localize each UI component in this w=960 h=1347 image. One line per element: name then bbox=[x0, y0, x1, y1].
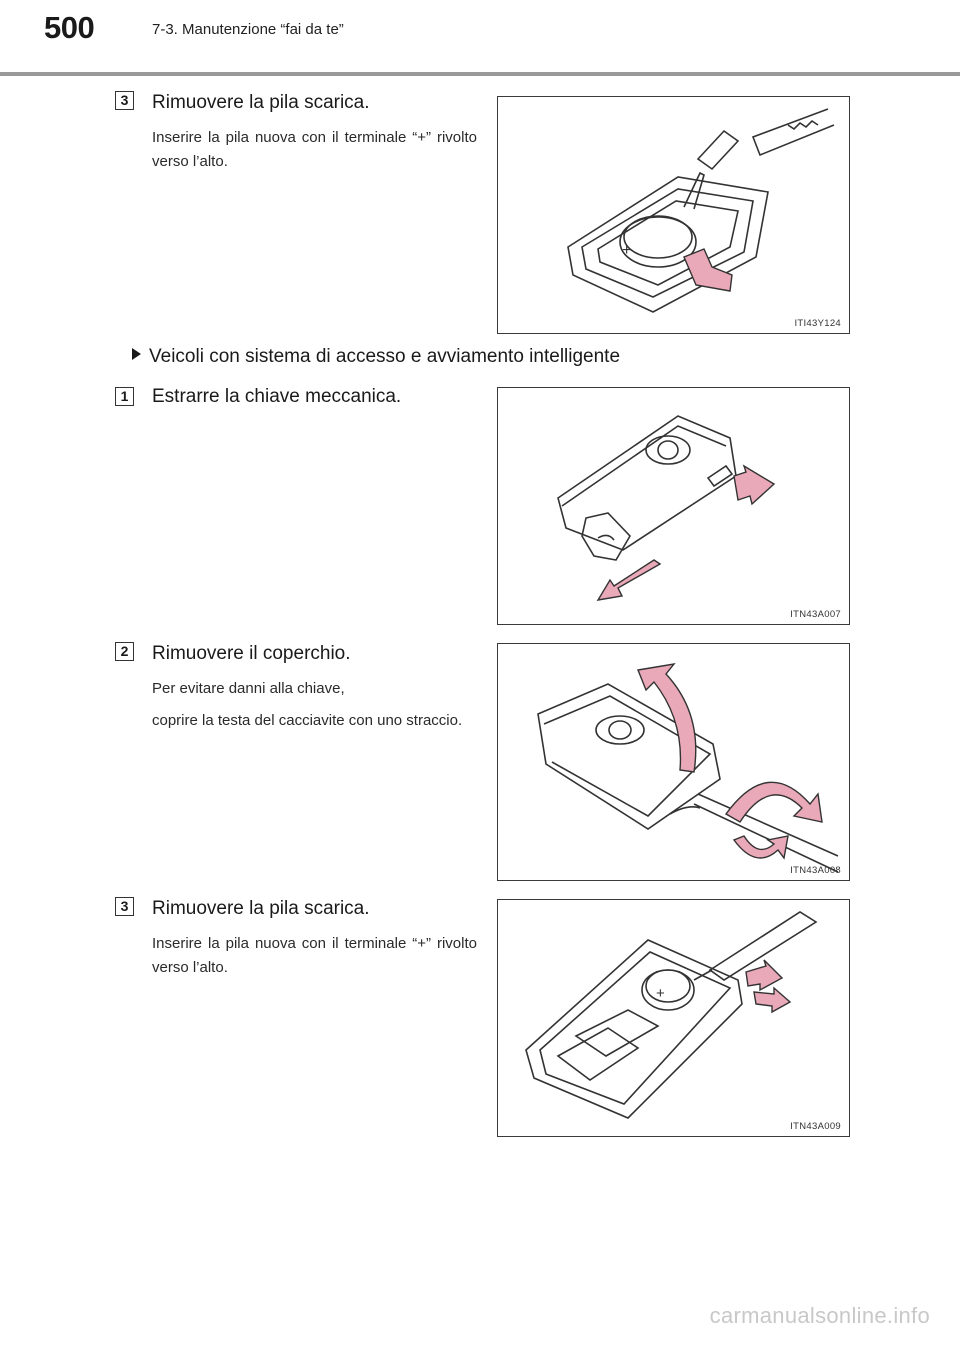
step-title: Estrarre la chiave meccanica. bbox=[152, 386, 402, 407]
step-paragraph: coprire la testa del cacciavite con uno straccio. bbox=[152, 712, 463, 729]
figure-remove-battery-smart-key bbox=[497, 899, 850, 1137]
illustration-smart-key-battery bbox=[498, 900, 850, 1137]
direction-arrow bbox=[684, 249, 732, 291]
illustration-smart-key bbox=[498, 388, 850, 625]
step-paragraph: Inserire la pila nuova con il terminale “+” rivolto verso l’alto. bbox=[152, 935, 477, 976]
section-title: 7-3. Manutenzione “fai da te” bbox=[152, 21, 344, 38]
step-title: Rimuovere il coperchio. bbox=[152, 643, 351, 664]
step-badge: 2 bbox=[115, 642, 134, 661]
figure-extract-key bbox=[497, 387, 850, 625]
step-title: Rimuovere la pila scarica. bbox=[152, 898, 370, 919]
figure-code: ITI43Y124 bbox=[794, 318, 841, 329]
page-number: 500 bbox=[44, 10, 95, 45]
figure-code: ITN43A008 bbox=[790, 865, 841, 876]
step-paragraph: Per evitare danni alla chiave, bbox=[152, 680, 345, 697]
rotate-arrow bbox=[726, 782, 822, 822]
watermark: carmanualsonline.info bbox=[709, 1303, 930, 1328]
step-title: Rimuovere la pila scarica. bbox=[152, 92, 370, 113]
step-body bbox=[152, 677, 477, 741]
direction-arrow bbox=[746, 960, 782, 990]
step-badge: 3 bbox=[115, 91, 134, 110]
illustration-battery-screwdriver bbox=[498, 97, 850, 334]
figure-code: ITN43A007 bbox=[790, 609, 841, 620]
step-badge: 3 bbox=[115, 897, 134, 916]
push-arrow bbox=[734, 466, 774, 504]
pull-arrow bbox=[598, 560, 660, 600]
step-paragraph: Inserire la pila nuova con il terminale “+” rivolto verso l’alto. bbox=[152, 129, 477, 170]
direction-arrow-lower bbox=[754, 988, 790, 1012]
subheading-text: Veicoli con sistema di accesso e avviamento intelligente bbox=[149, 346, 621, 367]
rotate-arrow-lower bbox=[734, 836, 788, 858]
plus-symbol: + bbox=[656, 985, 665, 1002]
plus-symbol: + bbox=[622, 242, 632, 259]
step-body bbox=[152, 932, 477, 988]
header-rule bbox=[0, 72, 960, 76]
step-badge: 1 bbox=[115, 387, 134, 406]
figure-remove-battery-remote bbox=[497, 96, 850, 334]
figure-code: ITN43A009 bbox=[790, 1121, 841, 1132]
step-body bbox=[152, 126, 477, 182]
subheading bbox=[132, 346, 620, 368]
figure-remove-cover bbox=[497, 643, 850, 881]
illustration-cover-removal bbox=[498, 644, 850, 881]
triangle-bullet-icon bbox=[132, 348, 141, 360]
